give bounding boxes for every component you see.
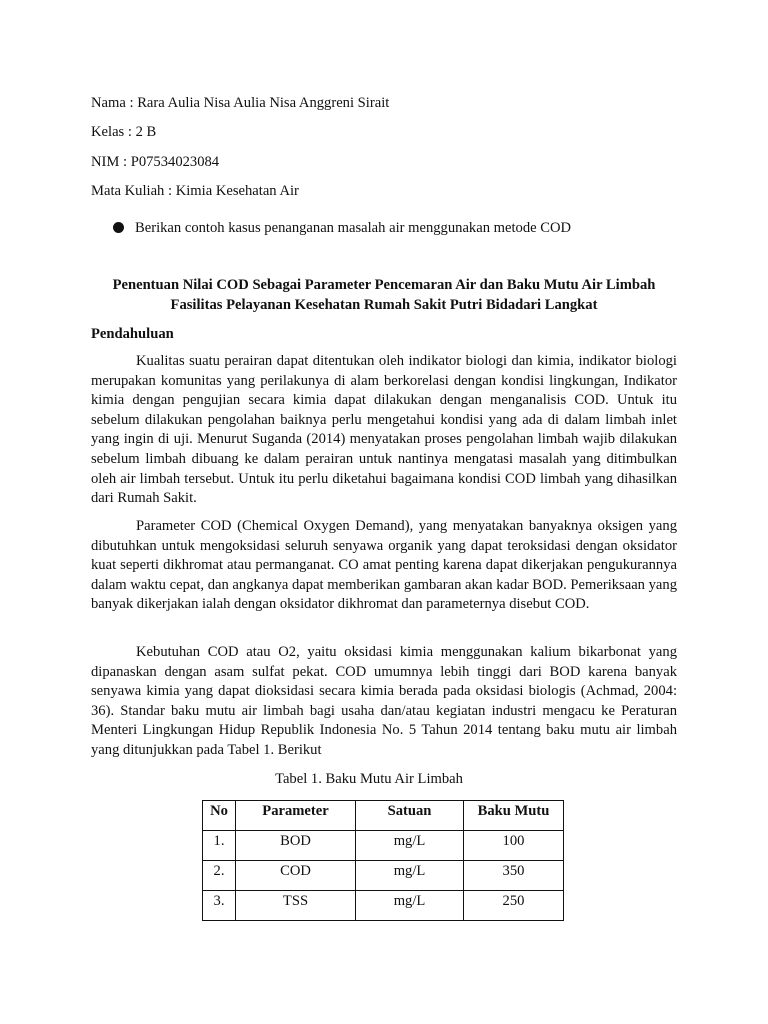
title-line-2: Fasilitas Pelayanan Kesehatan Rumah Sakit Putri Bidadari Langkat [170,296,598,313]
student-name: Nama : Rara Aulia Nisa Aulia Nisa Anggreni Sirait [91,95,390,111]
table-row [203,831,564,861]
task-text: Berikan contoh kasus penanganan masalah air menggunakan metode COD [135,220,572,236]
task-bullet [113,219,571,237]
course-name: Mata Kuliah : Kimia Kesehatan Air [91,183,299,199]
table-caption: Tabel 1. Baku Mutu Air Limbah [275,771,463,787]
cell-parameter: BOD [236,831,356,861]
header-no: No [203,801,236,831]
header-baku-mutu: Baku Mutu [464,801,564,831]
cell-satuan: mg/L [356,831,464,861]
section-heading: Pendahuluan [91,326,174,342]
paragraph-3: Kebutuhan COD atau O2, yaitu oksidasi kimia menggunakan kalium bikarbonat yang dipanaskan dengan asam sulfat pekat. COD umumnya lebih tinggi dari BOD karena banyak senyawa kimia yang dapat dioksidasi secara kimia berada pada oksidasi biologis (Achmad, 2004: 36). Standar baku mutu air limbah bagi usaha dan/atau kegiatan industri mengacu ke Peraturan Menteri Lingkungan Hidup Republik Indonesia No. 5 Tahun 2014 tentang baku mutu air limbah yang ditunjukkan pada Tabel 1. Berikut [91,644,677,758]
cell-baku-mutu: 250 [464,891,564,921]
table-row [203,861,564,891]
table-row [203,891,564,921]
cell-no: 3. [203,891,236,921]
student-class: Kelas : 2 B [91,124,157,140]
paragraph-1: Kualitas suatu perairan dapat ditentukan oleh indikator biologi dan kimia, indikator biologi merupakan komunitas yang perilakunya di alam berkorelasi dengan kondisi lingkungan, Indikator kimia dengan pengujian secara kimia dapat dilakukan dengan menganalisis COD. Untuk itu sebelum dilakukan pengolahan baiknya perlu mengetahui kondisi yang ada di dalam limbah inlet yang ingin di uji. Menurut Suganda (2014) menyatakan proses pengolahan limbah wajib dilakukan sebelum limbah dibuang ke dalam perairan untuk nantinya mengatasi masalah yang ditimbulkan oleh air limbah tersebut. Untuk itu perlu diketahui bagaimana kondisi COD limbah yang dihasilkan dari Rumah Sakit. [91,353,677,507]
cell-baku-mutu: 350 [464,861,564,891]
cell-baku-mutu: 100 [464,831,564,861]
cell-parameter: COD [236,861,356,891]
cell-no: 2. [203,861,236,891]
document-title [91,276,677,315]
cell-parameter: TSS [236,891,356,921]
student-nim: NIM : P07534023084 [91,154,220,170]
cell-no: 1. [203,831,236,861]
baku-mutu-table [202,800,564,921]
paragraph-2: Parameter COD (Chemical Oxygen Demand), yang menyatakan banyaknya oksigen yang dibutuhkan untuk mengoksidasi seluruh senyawa organik yang dapat teroksidasi dengan oksidator kuat seperti dikhromat atau permanganat. CO amat penting karena dapat dikerjakan pengukurannya dalam waktu cepat, dan angkanya dapat memberikan gambaran akan kadar BOD. Pemeriksaan yang banyak dikerjakan ialah dengan oksidator dikhromat dan parameternya disebut COD. [91,518,677,613]
header-satuan: Satuan [356,801,464,831]
table-header-row [203,801,564,831]
cell-satuan: mg/L [356,861,464,891]
cell-satuan: mg/L [356,891,464,921]
bullet-dot-icon [113,222,124,233]
header-parameter: Parameter [236,801,356,831]
title-line-1: Penentuan Nilai COD Sebagai Parameter Pencemaran Air dan Baku Mutu Air Limbah [112,277,656,293]
